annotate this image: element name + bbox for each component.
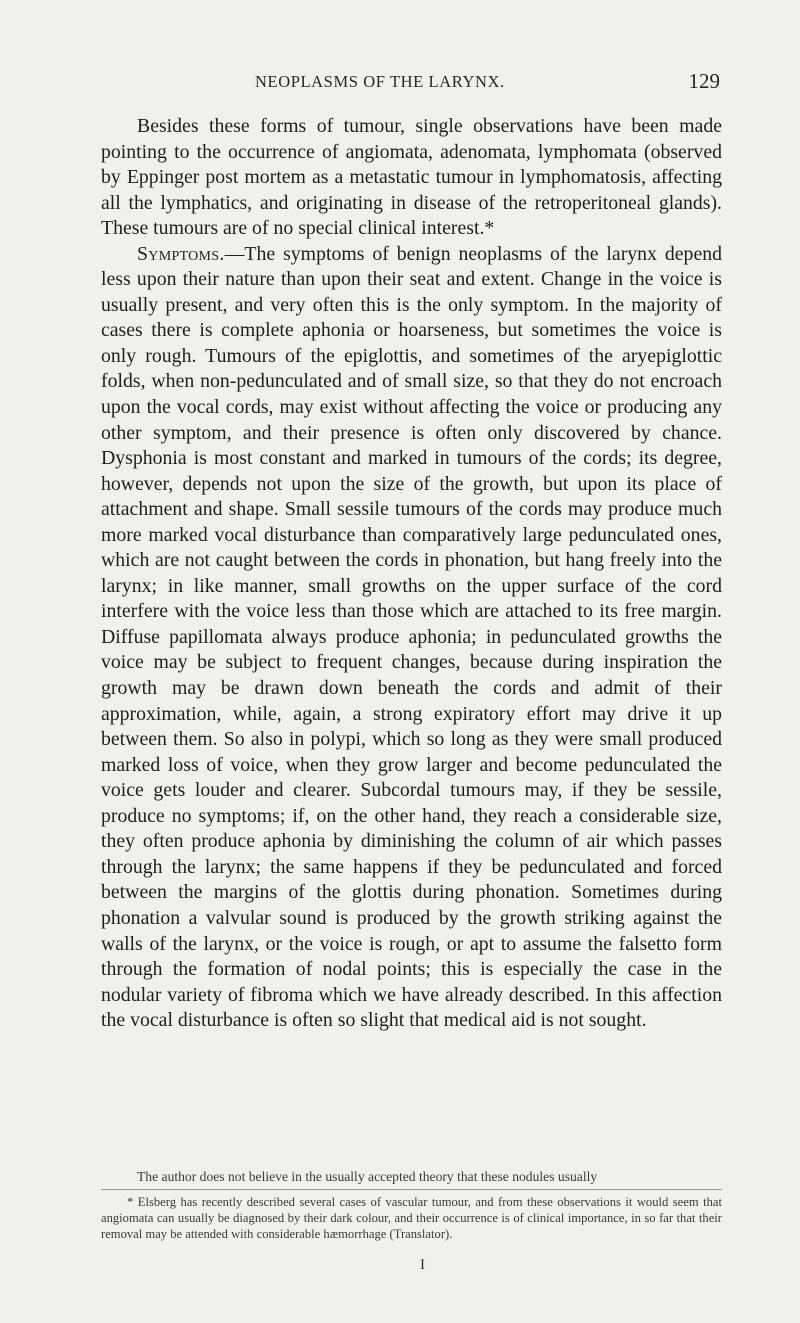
paragraph-symptoms (101, 242, 722, 1034)
footnote-divider (101, 1189, 722, 1190)
running-head (160, 69, 720, 98)
paragraph-symptoms-text: —The symptoms of benign neoplasms of the larynx depend less upon their nature than upon their seat and extent. Change in the voice is usually present, and very often this is the only symptom. In the majority of cases there is complete aphonia or hoarseness, but sometimes the voice is only rough. Tumours of the epiglottis, and sometimes of the aryepiglottic folds, when non-pedunculated and of small size, so that they do not encroach upon the vocal cords, may exist without affecting the voice or producing any other symptom, and their presence is often only discovered by chance. Dysphonia is most constant and marked in tumours of the cords; its degree, however, depends not upon the size of the growth, but upon its place of attachment and shape. Small sessile tumours of the cords may produce much more marked vocal disturbance than comparatively large pedunculated ones, which are not caught between the cords in phonation, but hang freely into the larynx; in like manner, small growths on the upper surface of the cord interfere with the voice less than those which are attached to its free margin. Diffuse papillomata always produce aphonia; in pedunculated growths the voice may be subject to frequent changes, because during inspiration the growth may be drawn down beneath the cords and admit of their approximation, while, again, a strong expiratory effort may drive it up between them. So also in polypi, which so long as they were small produced marked loss of voice, when they grow larger and become pedunculated the voice gets louder and clearer. Subcordal tumours may, if they be sessile, produce no symptoms; if, on the other hand, they reach a considerable size, they often produce aphonia by diminishing the column of air which passes through the larynx; the same happens if they be pedunculated and forced between the margins of the glottis during phonation. Sometimes during phonation a valvular sound is produced by the growth striking against the walls of the larynx, or the voice is rough, or apt to assume the falsetto form through the formation of nodal points; this is especially the case in the nodular variety of fibroma which we have already described. In this affection the vocal disturbance is often so slight that medical aid is not sought. (101, 242, 722, 1032)
section-heading-symptoms: Symptoms. (137, 242, 225, 265)
body-text (101, 114, 722, 1034)
footnote: * Elsberg has recently described several cases of vascular tumour, and from these observations it would seem that angiomata can usually be diagnosed by their dark colour, and their occurrence is of clinical importance, in so far that their removal may be attended with considerable hæmorrhage (Translator). (101, 1195, 722, 1241)
page-number: 129 (688, 69, 720, 93)
paragraph-other-tumours: Besides these forms of tumour, single observations have been made pointing to the occurrence of angiomata, adenomata, lymphomata (observed by Eppinger post mortem as a metastatic tumour in lymphomatosis, affecting all the lymphatics, and originating in disease of the retroperitoneal glands). These tumours are of no special clinical interest.* (101, 115, 722, 240)
running-title: NEOPLASMS OF THE LARYNX. (255, 72, 505, 91)
continuation-line: The author does not believe in the usually accepted theory that these nodules usually (137, 1169, 598, 1184)
signature-mark: I (420, 1257, 425, 1273)
